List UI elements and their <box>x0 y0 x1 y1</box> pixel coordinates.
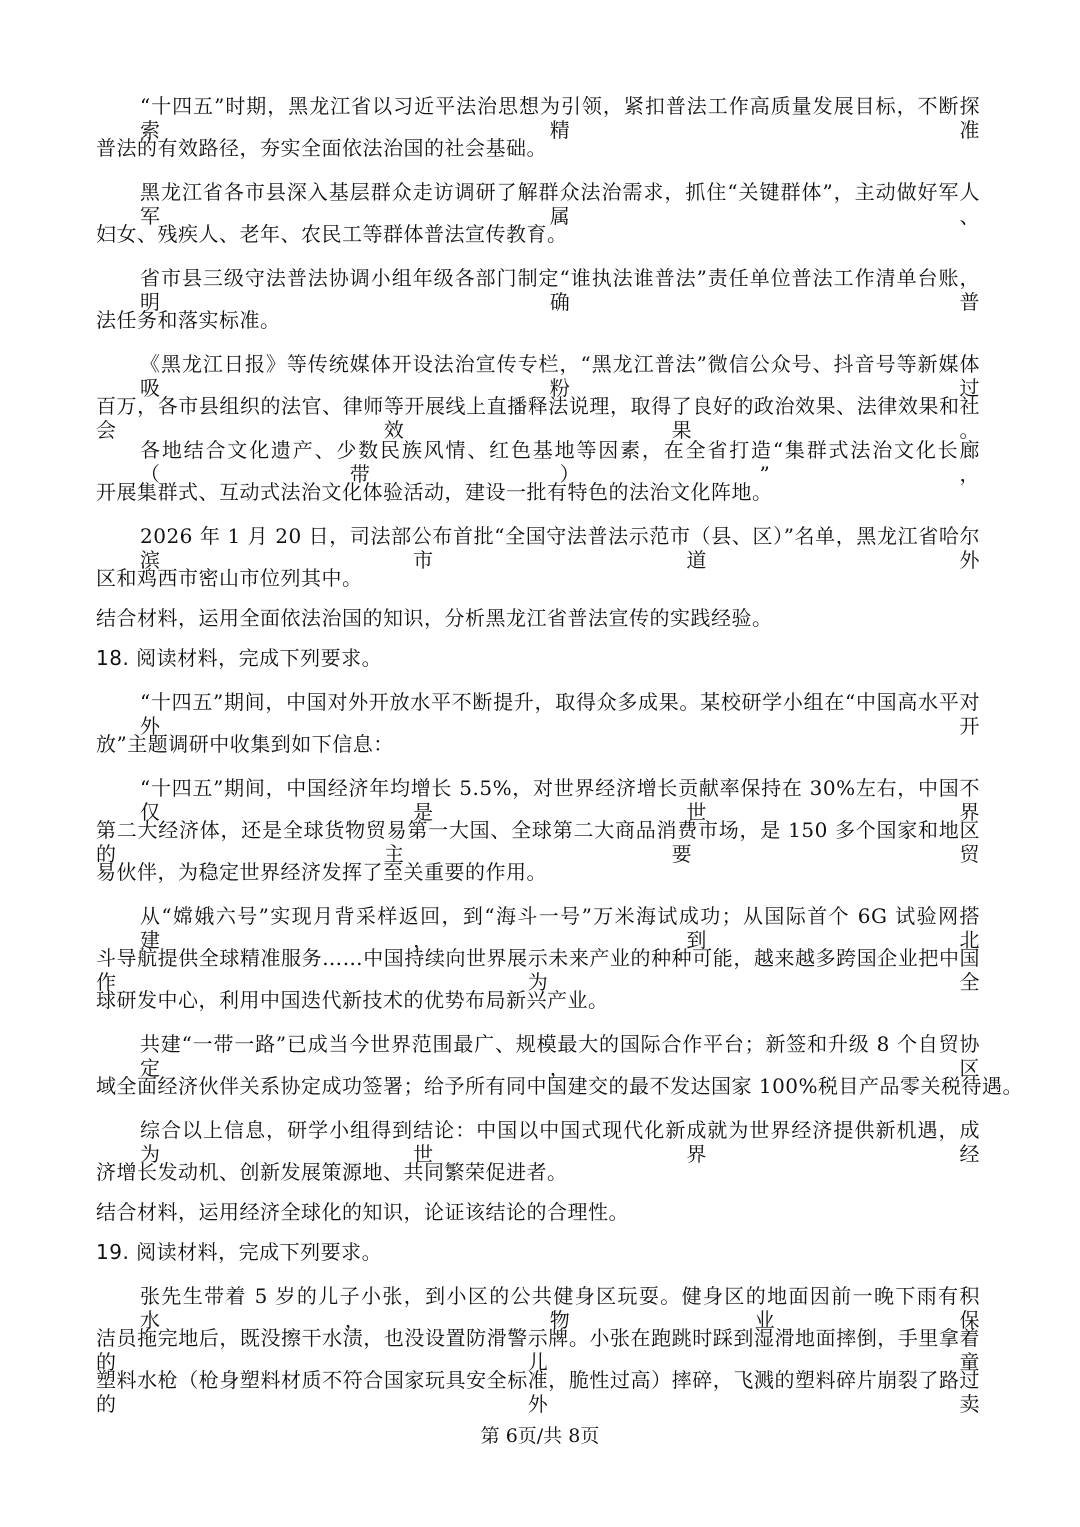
paragraph-line: 易伙伴，为稳定世界经济发挥了至关重要的作用。 <box>96 860 547 884</box>
paragraph-line: “十四五”时期，黑龙江省以习近平法治思想为引领，紧扣普法工作高质量发展目标，不断探索精准 <box>140 94 980 142</box>
paragraph-line: 第二大经济体，还是全球货物贸易第一大国、全球第二大商品消费市场，是 150 多个国家和地区的主要贸 <box>96 818 980 866</box>
paragraph-line: 从“嫦娥六号”实现月背采样返回，到“海斗一号”万米海试成功；从国际首个 6G 试验网搭建，到北 <box>140 904 980 952</box>
paragraph-line: 开展集群式、互动式法治文化体验活动，建设一批有特色的法治文化阵地。 <box>96 480 773 504</box>
paragraph-line: 球研发中心，利用中国迭代新技术的优势布局新兴产业。 <box>96 988 609 1012</box>
paragraph-line: 黑龙江省各市县深入基层群众走访调研了解群众法治需求，抓住“关键群体”，主动做好军人军属、 <box>140 180 980 228</box>
paragraph-line: “十四五”期间，中国经济年均增长 5.5%，对世界经济增长贡献率保持在 30%左右，中国不仅是世界 <box>140 776 980 824</box>
paragraph-line: 百万，各市县组织的法官、律师等开展线上直播释法说理，取得了良好的政治效果、法律效果和社会效果。 <box>96 394 980 442</box>
paragraph-line: 法任务和落实标准。 <box>96 308 281 332</box>
paragraph-line: 2026 年 1 月 20 日，司法部公布首批“全国守法普法示范市（县、区）”名单，黑龙江省哈尔滨市道外 <box>140 524 980 572</box>
paragraph-line: 张先生带着 5 岁的儿子小张，到小区的公共健身区玩耍。健身区的地面因前一晚下雨有积水，物业保 <box>140 1284 980 1332</box>
question-prompt: 结合材料，运用经济全球化的知识，论证该结论的合理性。 <box>96 1200 629 1224</box>
paragraph-line: 放”主题调研中收集到如下信息： <box>96 732 394 756</box>
paragraph-line: 综合以上信息，研学小组得到结论：中国以中国式现代化新成就为世界经济提供新机遇，成为世界经 <box>140 1118 980 1166</box>
paragraph-line: 普法的有效路径，夯实全面依法治国的社会基础。 <box>96 136 547 160</box>
paragraph-line: 省市县三级守法普法协调小组年级各部门制定“谁执法谁普法”责任单位普法工作清单台账，明确普 <box>140 266 980 314</box>
paragraph-line: 济增长发动机、创新发展策源地、共同繁荣促进者。 <box>96 1160 568 1184</box>
paragraph-line: 洁员拖完地后，既没擦干水渍，也没设置防滑警示牌。小张在跑跳时踩到湿滑地面摔倒，手里拿着的儿童 <box>96 1326 980 1374</box>
paragraph-line: 塑料水枪（枪身塑料材质不符合国家玩具安全标准，脆性过高）摔碎，飞溅的塑料碎片崩裂了路过的外卖 <box>96 1368 980 1416</box>
paragraph-line: “十四五”期间，中国对外开放水平不断提升，取得众多成果。某校研学小组在“中国高水平对外开 <box>140 690 980 738</box>
question-heading: 18. 阅读材料，完成下列要求。 <box>96 646 383 670</box>
paragraph-line: 妇女、残疾人、老年、农民工等群体普法宣传教育。 <box>96 222 568 246</box>
paragraph-line: 域全面经济伙伴关系协定成功签署；给予所有同中国建交的最不发达国家 100%税目产品零关税待遇。 <box>96 1074 1024 1098</box>
question-prompt: 结合材料，运用全面依法治国的知识，分析黑龙江省普法宣传的实践经验。 <box>96 606 773 630</box>
paragraph-line: 《黑龙江日报》等传统媒体开设法治宣传专栏，“黑龙江普法”微信公众号、抖音号等新媒体吸粉过 <box>140 352 980 400</box>
paragraph-line: 各地结合文化遗产、少数民族风情、红色基地等因素，在全省打造“集群式法治文化长廊（带）”， <box>140 438 980 486</box>
paragraph-line: 区和鸡西市密山市位列其中。 <box>96 566 363 590</box>
paragraph-line: 共建“一带一路”已成当今世界范围最广、规模最大的国际合作平台；新签和升级 8 个自贸协定，区 <box>140 1032 980 1080</box>
question-heading: 19. 阅读材料，完成下列要求。 <box>96 1240 383 1264</box>
page-number: 第 6页/共 8页 <box>480 1425 600 1447</box>
paragraph-line: 斗导航提供全球精准服务……中国持续向世界展示未来产业的种种可能，越来越多跨国企业把中国作为全 <box>96 946 980 994</box>
